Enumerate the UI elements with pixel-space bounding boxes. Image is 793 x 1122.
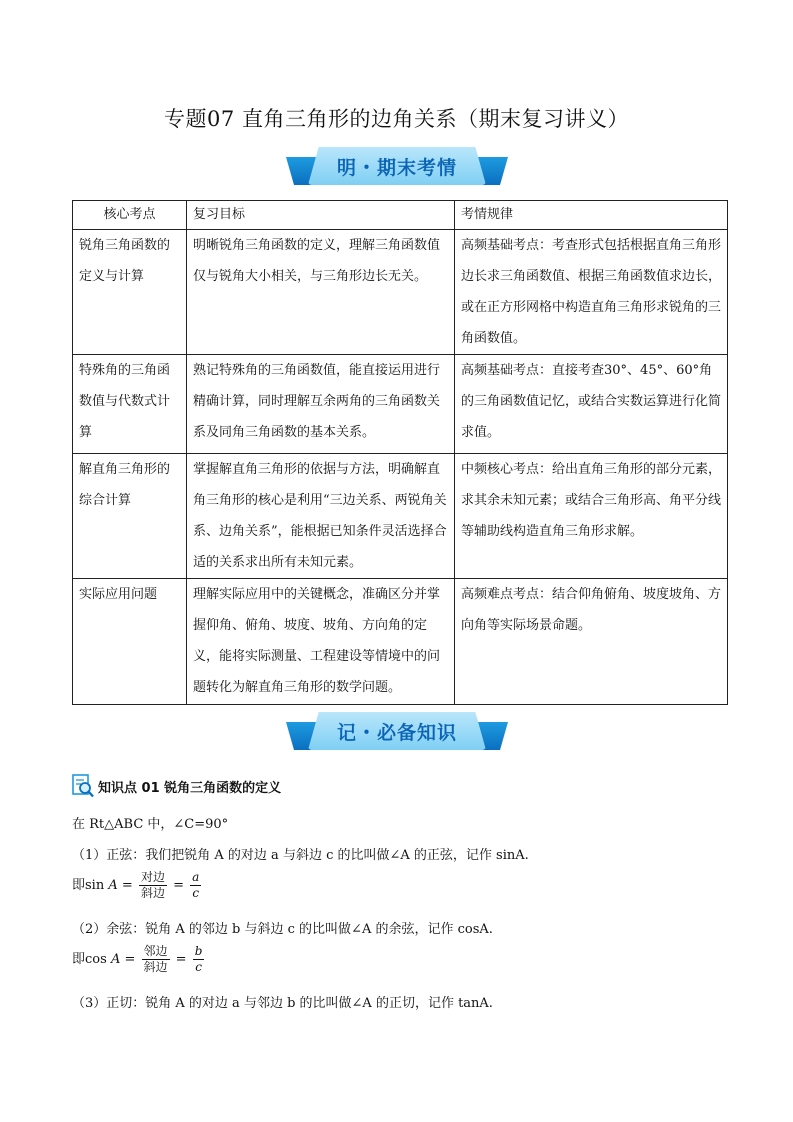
table-cell: 理解实际应用中的关键概念，准确区分并掌握仰角、俯角、坡度、坡角、方向角的定义，能将实际测量、工程建设等情境中的问题转化为解直角三角形的数学问题。 bbox=[187, 579, 455, 705]
fraction-denominator: c bbox=[192, 886, 200, 900]
fraction-adjacent-hypotenuse bbox=[142, 944, 170, 975]
header-cell: 核心考点 bbox=[73, 201, 187, 230]
table-row bbox=[73, 579, 728, 705]
formula-prefix: 即 bbox=[72, 952, 86, 967]
fraction-denominator: 斜边 bbox=[140, 886, 165, 900]
table-cell: 解直角三角形的综合计算 bbox=[73, 454, 187, 579]
table-row bbox=[73, 454, 728, 579]
section-banner-knowledge bbox=[286, 712, 508, 754]
intro-text: 在 Rt△ABC 中，∠C=90° bbox=[72, 817, 229, 832]
table-cell: 高频基础考点：考查形式包括根据直角三角形边长求三角函数值、根据三角函数值求边长，或在正方形网格中构造直角三角形求锐角的三角函数值。 bbox=[455, 230, 728, 355]
fraction-b-over-c bbox=[193, 944, 205, 975]
table-cell: 中频核心考点：给出直角三角形的部分元素，求其余未知元素；或结合三角形高、角平分线等辅助线构造直角三角形求解。 bbox=[455, 454, 728, 579]
fraction-numerator: 对边 bbox=[140, 870, 165, 884]
formula-eq: = bbox=[175, 952, 187, 967]
table-header-row bbox=[73, 201, 728, 230]
header-cell: 考情规律 bbox=[455, 201, 728, 230]
sine-definition: （1）正弦：我们把锐角 A 的对边 a 与斜边 c 的比叫做∠A 的正弦，记作 sinA. bbox=[72, 848, 529, 863]
fraction-a-over-c bbox=[190, 870, 201, 901]
fraction-denominator: c bbox=[195, 960, 202, 974]
fraction-numerator: b bbox=[194, 944, 203, 958]
table-row bbox=[73, 230, 728, 355]
formula-fn: sin bbox=[85, 878, 105, 893]
formula-eq: = bbox=[173, 878, 184, 893]
header-cell: 复习目标 bbox=[187, 201, 455, 230]
table-cell: 实际应用问题 bbox=[73, 579, 187, 705]
cosine-formula bbox=[72, 944, 206, 975]
formula-prefix: 即 bbox=[72, 878, 86, 893]
sine-formula bbox=[72, 870, 203, 901]
fraction-opposite-hypotenuse bbox=[139, 870, 167, 901]
exam-table bbox=[72, 200, 728, 705]
formula-fn: cos bbox=[85, 952, 107, 967]
knowledge-point-heading bbox=[72, 772, 281, 800]
table-cell: 掌握解直角三角形的依据与方法，明确解直角三角形的核心是利用“三边关系、两锐角关系、边角关系”，能根据已知条件灵活选择合适的关系求出所有未知元素。 bbox=[187, 454, 455, 579]
banner-label: 记・必备知识 bbox=[336, 722, 457, 744]
tangent-definition: （3）正切：锐角 A 的对边 a 与邻边 b 的比叫做∠A 的正切，记作 tanA. bbox=[72, 996, 493, 1011]
knowledge-point-title: 知识点 01 锐角三角函数的定义 bbox=[98, 780, 282, 796]
table-row bbox=[73, 355, 728, 454]
banner-label: 明・期末考情 bbox=[336, 157, 457, 179]
table-cell: 锐角三角函数的定义与计算 bbox=[73, 230, 187, 355]
fraction-numerator: 邻边 bbox=[143, 944, 168, 958]
magnifier-document-icon bbox=[72, 774, 94, 798]
formula-eq: = bbox=[124, 952, 136, 967]
table-cell: 高频难点考点：结合仰角俯角、坡度坡角、方向角等实际场景命题。 bbox=[455, 579, 728, 705]
fraction-numerator: a bbox=[192, 870, 200, 884]
formula-var: A bbox=[108, 878, 118, 893]
formula-eq: = bbox=[121, 878, 133, 893]
table-cell: 明晰锐角三角函数的定义，理解三角函数值仅与锐角大小相关，与三角形边长无关。 bbox=[187, 230, 455, 355]
page-title: 专题07 直角三角形的边角关系（期末复习讲义） bbox=[164, 107, 629, 131]
table-cell: 特殊角的三角函数值与代数式计算 bbox=[73, 355, 187, 454]
table-cell: 熟记特殊角的三角函数值，能直接运用进行精确计算，同时理解互余两角的三角函数关系及同角三角函数的基本关系。 bbox=[187, 355, 455, 454]
table-cell: 高频基础考点：直接考查30°、45°、60°角的三角函数值记忆，或结合实数运算进行化简求值。 bbox=[455, 355, 728, 454]
section-banner-exam bbox=[286, 147, 508, 189]
cosine-definition: （2）余弦：锐角 A 的邻边 b 与斜边 c 的比叫做∠A 的余弦，记作 cosA. bbox=[72, 922, 493, 937]
fraction-denominator: 斜边 bbox=[143, 960, 168, 974]
formula-var: A bbox=[110, 952, 121, 967]
